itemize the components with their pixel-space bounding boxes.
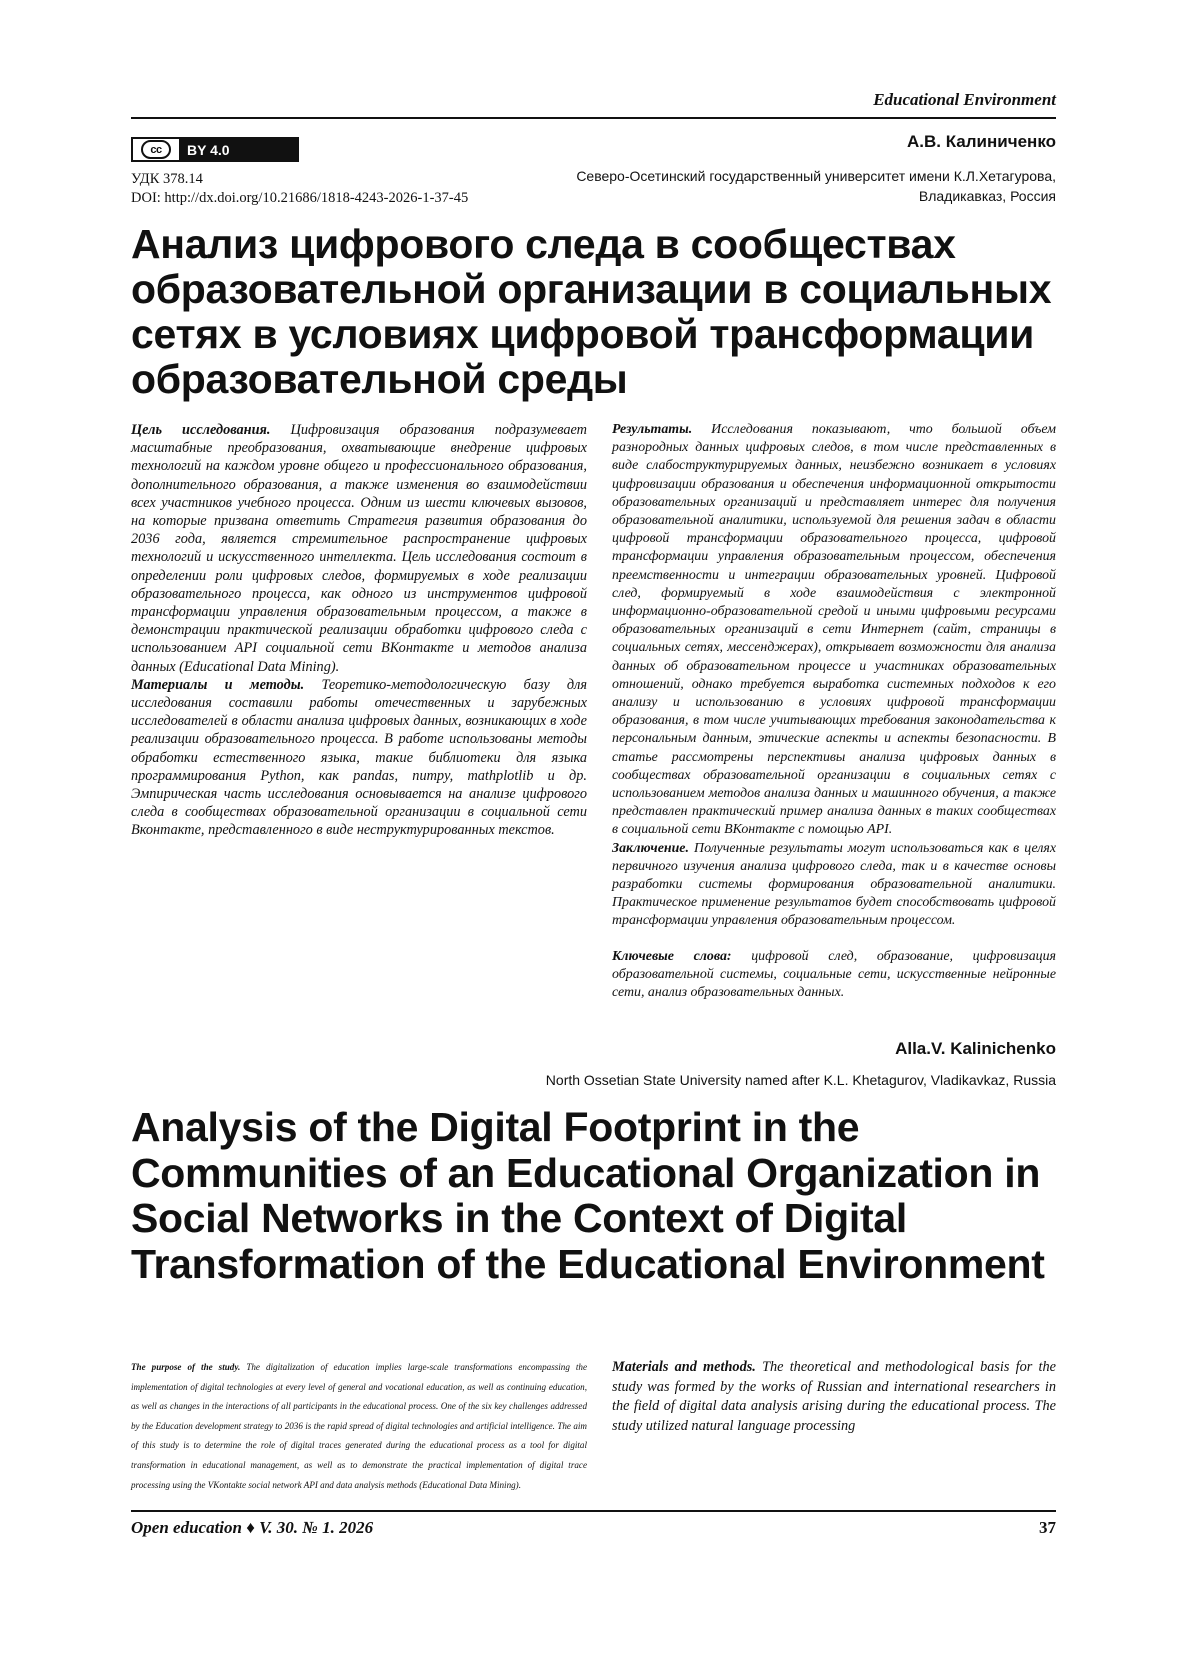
udc-doi-block: [131, 170, 468, 208]
author-en: Alla.V. Kalinichenko: [895, 1039, 1056, 1058]
doi-link[interactable]: DOI: http://dx.doi.org/10.21686/1818-4243-2026-1-37-45: [131, 190, 469, 206]
results-text-ru: Исследования показывают, что большой объем разнородных данных цифровых следов, в том числе представленных в виде слабоструктурируемых данных, неизбежно возникает в условиях цифровизации образования и обеспечения информационной открытости образовательных организаций и представляет интерес для получения образовательной аналитики, используемой для решения задач в области цифровой трансформации образовательного процесса, цифровой трансформации управления образовательным процессом, обеспечения преемственности и интеграции образовательных уровней. Цифровой след, формируемый в ходе взаимодействия с электронной информационно-образовательной средой и иными цифровыми ресурсами образовательных организаций в сети Интернет (сайт, страницы в социальных сетях, мессенджерах), открывает возможности для анализа данных об образовательном процессе и участниках образовательных отношений, однако требуется выработка системных подходов к его анализу и использованию в условиях цифровой трансформации образования, в том числе учитывающих требования законодательства к персональным данным, этические аспекты и аспекты безопасности. В статье рассмотрены перспективы анализа цифровых данных в сообществах образовательной организации в социальных сетях с использованием методов анализа данных и машинного обучения, а также представлен практический пример анализа данных в таких сообществах в социальной сети ВКонтакте с помощью API.: [612, 422, 1056, 838]
abstract-ru-conclusion: [612, 840, 1056, 931]
page-number: 37: [1039, 1518, 1056, 1537]
spacer: [612, 931, 1056, 948]
abstract-ru-results: [612, 421, 1056, 840]
footer-journal-issue: Open education ♦ V. 30. № 1. 2026: [131, 1518, 374, 1537]
journal-name: Educational Environment: [873, 90, 1056, 109]
keywords-text-ru: цифровой след, образование, цифровизация образовательной системы, социальные сети, искусственные нейронные сети, анализ образовательных данных.: [612, 948, 1056, 1001]
title-ru: Анализ цифрового следа в сообществах образовательной организации в социальных сетях в условиях цифровой трансформации образовательной среды: [131, 221, 1052, 402]
top-rule: [131, 117, 1056, 119]
abstract-en-column-1: [131, 1358, 587, 1495]
cc-license-badge[interactable]: [131, 137, 299, 162]
purpose-label-en: The purpose of the study.: [131, 1362, 241, 1372]
affiliation-ru: [496, 166, 1056, 206]
cc-license-label: BY 4.0: [181, 139, 241, 160]
cc-logo-text: cc: [141, 140, 171, 159]
affiliation-ru-line2: Владикавказ, Россия: [918, 188, 1056, 204]
cc-logo-icon: [133, 139, 181, 160]
methods-text-en: The theoretical and methodological basis for the study was formed by the works of Russian and international researchers in the field of digital data analysis arising during the educational process. The study utilized natural language processing: [612, 1359, 1057, 1434]
abstract-en-purpose: [131, 1358, 587, 1495]
cc-badge-fill: [241, 139, 297, 160]
affiliation-ru-line1: Северо-Осетинский государственный университет имени К.Л.Хетагурова,: [576, 168, 1056, 184]
title-en: Analysis of the Digital Footprint in the Communities of an Educational Organization in Social Networks in the Context of Digital Transformation of the Educational Environment: [131, 1104, 1045, 1287]
affiliation-en: North Ossetian State University named after K.L. Khetagurov, Vladikavkaz, Russia: [545, 1072, 1056, 1088]
author-ru: А.В. Калиниченко: [907, 132, 1056, 151]
keywords-label-ru: Ключевые слова:: [612, 948, 732, 964]
abstract-ru-purpose: [131, 421, 587, 676]
abstract-en-methods: [612, 1358, 1056, 1436]
abstract-ru-methods: [131, 676, 587, 840]
purpose-text-en: The digitalization of education implies large-scale transformations encompassing the implementation of digital technologies at every level of general and vocational education, as well as continuing education, as well as changes in the interactions of all participants in the educational process. One of the six key challenges addressed by the Education development strategy to 2036 is the rapid spread of digital technologies and artificial intelligence. The aim of this study is to determine the role of digital traces generated during the educational process as a tool for digital transformation in educational management, as well as to demonstrate the practical implementation of digital trace processing using the VKontakte social network API and data analysis methods (Educational Data Mining).: [131, 1362, 587, 1490]
abstract-ru-column-2: [612, 421, 1056, 1002]
results-label-ru: Результаты.: [612, 422, 693, 437]
abstract-ru-column-1: [131, 421, 587, 840]
methods-text-ru: Теоретико-методологическую базу для исследования составили работы отечественных и зарубежных исследователей в области анализа цифровых данных, возникающих в ходе реализации образовательного процесса. В работе использованы методы обработки естественного языка, такие библиотеки для языка программирования Python, как pandas, numpy, mathplotlib и др. Эмпирическая часть исследования основывается на анализе цифрового следа в сообществах образовательной организации в социальной сети Вконтакте, представленного в виде неструктурированных текстов.: [131, 676, 587, 839]
purpose-label-ru: Цель исследования.: [131, 422, 271, 438]
purpose-text-ru: Цифровизация образования подразумевает масштабные преобразования, охватывающие внедрение цифровых технологий на каждом уровне общего и профессионального образования, дополнительного образования, а также изменения во взаимодействии всех участников учебного процесса. Одним из шести ключевых вызовов, на которые призвана ответить Стратегия развития образования до 2036 года, является стремительное распространение цифровых технологий и искусственного интеллекта. Цель исследования состоит в определении роли цифровых следов, формируемых в ходе реализации образовательного процесса, как одного из инструментов цифровой трансформации управления образовательным процессом, а также в демонстрации практической реализации обработки цифрового следа с использованием API социальной сети ВКонтакте и методов анализа данных (Educational Data Mining).: [131, 422, 588, 675]
keywords-ru: [612, 948, 1056, 1003]
methods-label-ru: Материалы и методы.: [131, 676, 305, 693]
bottom-rule: [131, 1510, 1056, 1512]
abstract-en-column-2: [612, 1358, 1056, 1436]
conclusion-label-ru: Заключение.: [612, 840, 689, 856]
methods-label-en: Materials and methods.: [612, 1359, 756, 1375]
conclusion-text-ru: Полученные результаты могут использоваться как в целях первичного изучения анализа цифрового следа, так и в качестве основы разработки системы формирования образовательной аналитики. Практическое применение результатов будет способствовать цифровой трансформации управления образовательным процессом.: [612, 840, 1056, 929]
udc-code: УДК 378.14: [131, 171, 203, 187]
